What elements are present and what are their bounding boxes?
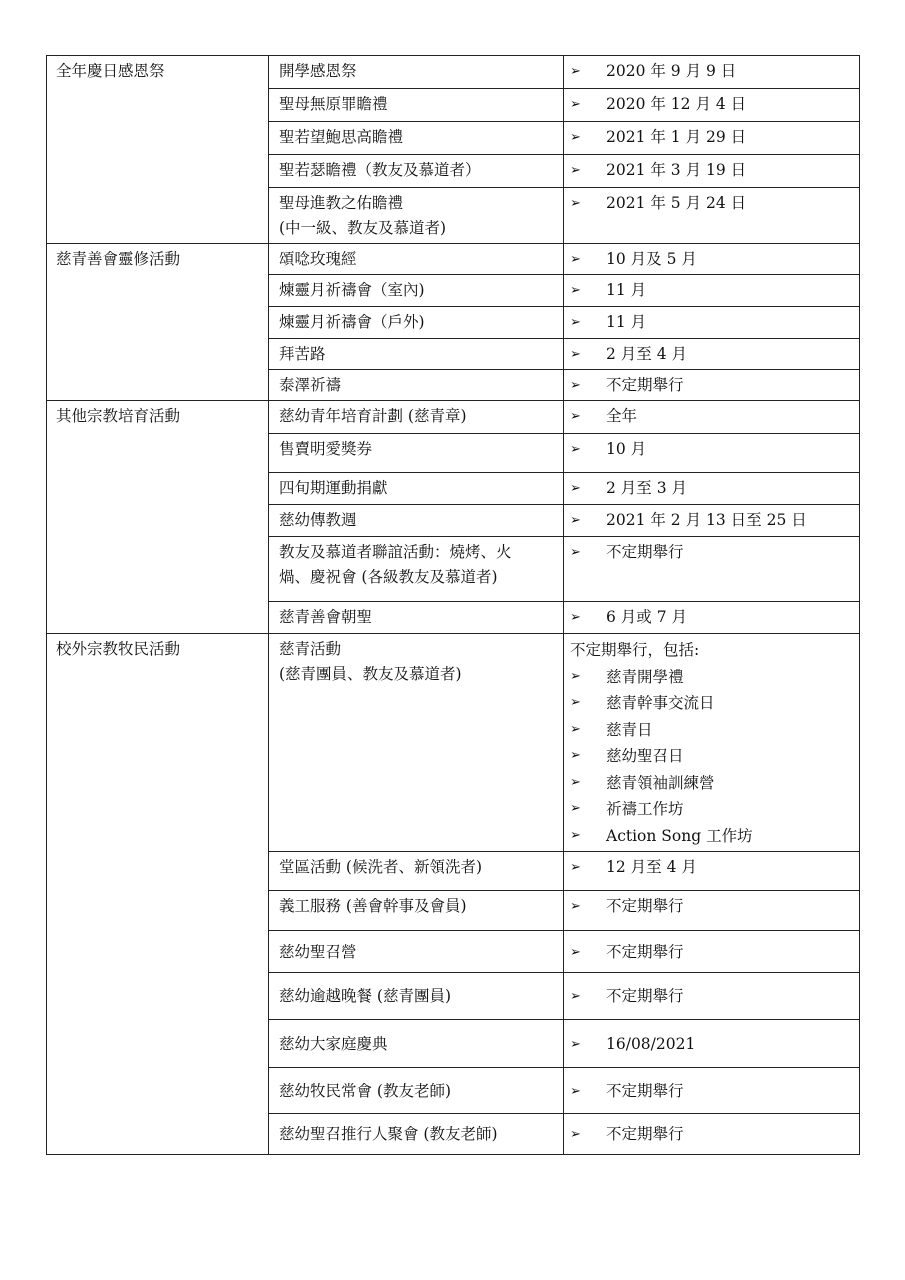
activity-label: 聖若望鮑思高瞻禮 [279, 128, 404, 146]
activity-label: 慈幼傳教週 [279, 511, 357, 529]
date-cell [564, 973, 860, 1020]
arrow-bullet-icon: ➢ [570, 315, 581, 330]
activity-label: 開學感恩祭 [279, 62, 357, 80]
activity-label: 頌唸玫瑰經 [279, 250, 357, 268]
activity-label: 慈青活動 [279, 640, 342, 658]
arrow-bullet-icon: ➢ [570, 989, 581, 1004]
arrow-bullet-icon: ➢ [570, 1036, 581, 1052]
arrow-bullet-icon: ➢ [570, 748, 581, 763]
activity-table [46, 55, 860, 1155]
category-cell [47, 56, 269, 244]
list-item-label: 慈青幹事交流日 [606, 694, 715, 712]
date-label: 不定期舉行 [606, 1125, 684, 1143]
activity-label: 義工服務 (善會幹事及會員) [279, 897, 467, 915]
category-label: 慈青善會靈修活動 [56, 250, 181, 268]
table-row [47, 244, 860, 275]
list-item [570, 717, 859, 744]
list-item [570, 743, 859, 770]
arrow-bullet-icon: ➢ [570, 944, 581, 960]
activity-label: 教友及慕道者聯誼活動：燒烤、火 [279, 543, 512, 561]
activity-label: 慈幼逾越晚餐 (慈青團員) [279, 987, 452, 1005]
arrow-bullet-icon: ➢ [570, 64, 581, 79]
activity-label: 慈幼大家庭慶典 [279, 1034, 388, 1053]
date-cell [564, 1020, 860, 1068]
arrow-bullet-icon: ➢ [570, 163, 581, 178]
activity-cell [269, 473, 564, 505]
category-label: 全年慶日感恩祭 [56, 62, 165, 80]
date-label: 2021 年 5 月 24 日 [606, 194, 747, 212]
date-label: 2020 年 9 月 9 日 [606, 62, 737, 80]
arrow-bullet-icon: ➢ [570, 860, 581, 875]
table-row [47, 401, 860, 434]
list-item [570, 796, 859, 823]
date-label: 不定期舉行 [606, 942, 684, 961]
activity-cell [269, 505, 564, 537]
activity-cell [269, 973, 564, 1020]
activity-cell [269, 1114, 564, 1155]
date-label: 2021 年 3 月 19 日 [606, 161, 747, 179]
activity-cell [269, 1068, 564, 1114]
category-label: 校外宗教牧民活動 [56, 640, 181, 658]
arrow-bullet-icon: ➢ [570, 409, 581, 424]
date-cell [564, 505, 860, 537]
activity-label-line2: (慈青團員、教友及慕道者) [279, 665, 462, 683]
date-cell [564, 188, 860, 244]
activity-label: 慈幼聖召營 [279, 942, 357, 961]
date-label: 2 月至 4 月 [606, 345, 688, 363]
activity-cell [269, 307, 564, 339]
date-cell [564, 401, 860, 434]
arrow-bullet-icon: ➢ [570, 130, 581, 145]
arrow-bullet-icon: ➢ [570, 899, 581, 914]
activity-cell [269, 931, 564, 973]
date-cell [564, 89, 860, 122]
category-cell [47, 244, 269, 401]
date-label: 10 月及 5 月 [606, 250, 697, 268]
arrow-bullet-icon: ➢ [570, 378, 581, 393]
activity-label: 慈幼牧民常會 (教友老師) [279, 1081, 452, 1100]
date-intro-label: 不定期舉行，包括: [570, 641, 700, 659]
date-label: 12 月至 4 月 [606, 858, 697, 876]
activity-cell [269, 370, 564, 401]
date-cell [564, 434, 860, 473]
date-cell [564, 339, 860, 370]
date-label: 6 月或 7 月 [606, 608, 688, 626]
list-item-label: Action Song 工作坊 [606, 826, 753, 845]
arrow-bullet-icon: ➢ [570, 610, 581, 625]
date-label: 10 月 [606, 440, 647, 458]
list-item-label: 慈青領袖訓練營 [606, 773, 715, 792]
activity-cell [269, 1020, 564, 1068]
date-cell [564, 370, 860, 401]
activity-label: 煉靈月祈禱會（戶外) [279, 313, 425, 331]
list-item [570, 664, 859, 691]
date-cell [564, 122, 860, 155]
table-row [47, 56, 860, 89]
date-cell [564, 852, 860, 891]
list-item [570, 690, 859, 717]
arrow-bullet-icon: ➢ [570, 283, 581, 298]
date-cell [564, 275, 860, 307]
arrow-bullet-icon: ➢ [570, 668, 581, 684]
activity-label: 慈青善會朝聖 [279, 608, 373, 626]
date-label: 不定期舉行 [606, 1081, 684, 1100]
date-label: 2021 年 2 月 13 日至 25 日 [606, 511, 807, 529]
list-item [570, 770, 859, 797]
activity-label: 拜苦路 [279, 345, 326, 363]
date-label: 2 月至 3 月 [606, 479, 688, 497]
arrow-bullet-icon: ➢ [570, 801, 581, 816]
activity-label: 堂區活動 (候洗者、新領洗者) [279, 858, 483, 876]
date-cell [564, 891, 860, 931]
activity-cell [269, 89, 564, 122]
table-row [47, 634, 860, 852]
date-cell [564, 931, 860, 973]
activity-cell [269, 434, 564, 473]
activity-cell [269, 891, 564, 931]
activity-cell [269, 155, 564, 188]
activity-label: 慈幼聖召推行人聚會 (教友老師) [279, 1125, 498, 1143]
list-item-label: 祈禱工作坊 [606, 800, 684, 818]
activity-cell [269, 244, 564, 275]
date-label: 11 月 [606, 313, 647, 331]
arrow-bullet-icon: ➢ [570, 827, 581, 843]
activity-label: 慈幼青年培育計劃 (慈青章) [279, 407, 467, 425]
activity-label: 四旬期運動捐獻 [279, 479, 388, 497]
arrow-bullet-icon: ➢ [570, 442, 581, 457]
date-label: 2020 年 12 月 4 日 [606, 95, 747, 113]
date-label: 11 月 [606, 281, 647, 299]
date-cell [564, 634, 860, 852]
arrow-bullet-icon: ➢ [570, 774, 581, 790]
date-cell [564, 1114, 860, 1155]
arrow-bullet-icon: ➢ [570, 252, 581, 267]
list-item-label: 慈青日 [606, 720, 653, 739]
activity-cell [269, 401, 564, 434]
activity-cell [269, 188, 564, 244]
arrow-bullet-icon: ➢ [570, 1127, 581, 1142]
list-item-label: 慈青開學禮 [606, 667, 684, 686]
activity-cell [269, 339, 564, 370]
activity-label-line2: (中一級、教友及慕道者) [279, 219, 447, 237]
date-label: 全年 [606, 407, 638, 425]
date-cell [564, 244, 860, 275]
activity-cell [269, 852, 564, 891]
category-cell [47, 634, 269, 1155]
date-label: 不定期舉行 [606, 543, 684, 561]
activity-label-line2: 煱、慶祝會 (各級教友及慕道者) [279, 568, 498, 586]
arrow-bullet-icon: ➢ [570, 1083, 581, 1099]
activity-label: 聖母進教之佑瞻禮 [279, 194, 404, 212]
date-label: 不定期舉行 [606, 376, 684, 394]
activity-cell [269, 602, 564, 634]
date-cell [564, 473, 860, 505]
date-label: 16/08/2021 [606, 1034, 696, 1053]
date-label: 2021 年 1 月 29 日 [606, 128, 747, 146]
activity-label: 聖若瑟瞻禮（教友及慕道者） [279, 161, 481, 179]
category-label: 其他宗教培育活動 [56, 407, 181, 425]
date-cell [564, 307, 860, 339]
activity-label: 泰澤祈禱 [279, 376, 342, 394]
activity-cell [269, 537, 564, 602]
activity-cell [269, 275, 564, 307]
activity-label: 聖母無原罪瞻禮 [279, 95, 388, 113]
activity-cell [269, 122, 564, 155]
arrow-bullet-icon: ➢ [570, 196, 581, 211]
date-cell [564, 602, 860, 634]
date-cell [564, 1068, 860, 1114]
arrow-bullet-icon: ➢ [570, 513, 581, 528]
date-cell [564, 537, 860, 602]
arrow-bullet-icon: ➢ [570, 721, 581, 737]
date-cell [564, 155, 860, 188]
list-item-label: 慈幼聖召日 [606, 747, 684, 765]
date-label: 不定期舉行 [606, 987, 684, 1005]
list-item [570, 823, 859, 850]
activity-label: 售賣明愛獎券 [279, 440, 373, 458]
date-cell [564, 56, 860, 89]
arrow-bullet-icon: ➢ [570, 347, 581, 362]
arrow-bullet-icon: ➢ [570, 97, 581, 112]
date-label: 不定期舉行 [606, 897, 684, 915]
activity-label: 煉靈月祈禱會（室內) [279, 281, 425, 299]
arrow-bullet-icon: ➢ [570, 481, 581, 496]
activity-cell [269, 634, 564, 852]
arrow-bullet-icon: ➢ [570, 695, 581, 710]
arrow-bullet-icon: ➢ [570, 545, 581, 560]
activity-cell [269, 56, 564, 89]
category-cell [47, 401, 269, 634]
